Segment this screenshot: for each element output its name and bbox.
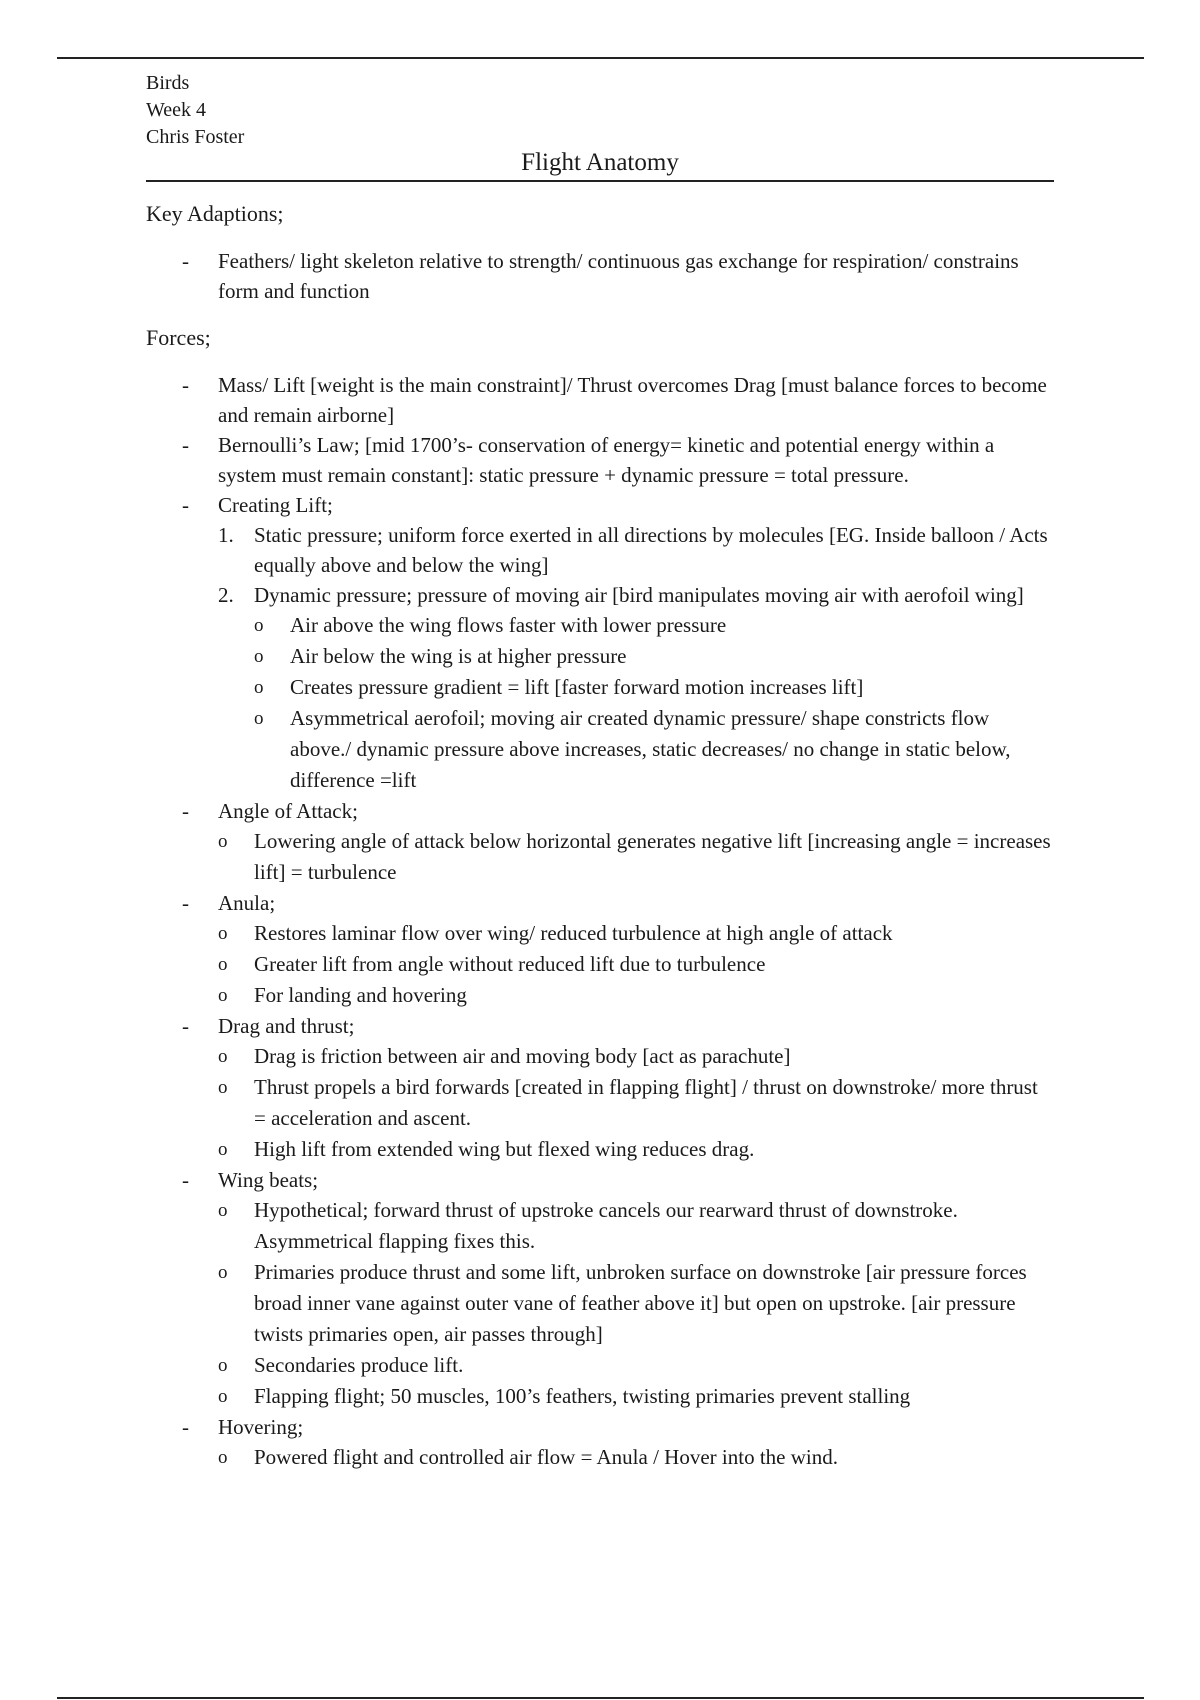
- circle-bullet: o: [218, 1386, 228, 1407]
- dash-bullet: -: [182, 1415, 189, 1439]
- sub-item: [254, 610, 1054, 641]
- item-text: Bernoulli’s Law; [mid 1700’s- conservation of energy= kinetic and potential energy within a system must remain constant]: static pressure + dynamic pressure = total pressure.: [218, 433, 995, 487]
- anula-sublist: [182, 918, 1054, 1011]
- dash-bullet: -: [182, 1014, 189, 1038]
- item-text: Mass/ Lift [weight is the main constraint]/ Thrust overcomes Drag [must balance forces to become and remain airborne]: [218, 373, 1047, 427]
- list-item: [146, 490, 1054, 520]
- item-text: Flapping flight; 50 muscles, 100’s feathers, twisting primaries prevent stalling: [254, 1384, 911, 1408]
- circle-bullet: o: [254, 615, 264, 636]
- circle-bullet: o: [218, 1355, 228, 1376]
- dash-bullet: -: [182, 799, 189, 823]
- forces-list-continued: [146, 796, 1054, 1473]
- list-item: [146, 430, 1054, 490]
- dash-bullet: -: [182, 493, 189, 517]
- sub-item: [218, 826, 1054, 888]
- bottom-rule: [57, 1697, 1144, 1699]
- sub-item: [218, 1134, 1054, 1165]
- list-item: [146, 1011, 1054, 1165]
- key-adaptions-heading: Key Adaptions;: [146, 201, 284, 226]
- circle-bullet: o: [218, 923, 228, 944]
- sub-item: [218, 1195, 1054, 1257]
- circle-bullet: o: [218, 954, 228, 975]
- sub-item: [254, 703, 1054, 796]
- dash-bullet: -: [182, 373, 189, 397]
- item-text: High lift from extended wing but flexed wing reduces drag.: [254, 1137, 755, 1161]
- item-text: Hovering;: [218, 1415, 304, 1439]
- circle-bullet: o: [254, 646, 264, 667]
- circle-bullet: o: [218, 1046, 228, 1067]
- sub-item: [218, 1381, 1054, 1412]
- dash-bullet: -: [182, 249, 189, 273]
- item-text: Dynamic pressure; pressure of moving air [bird manipulates moving air with aerofoil wing]: [254, 583, 1024, 607]
- angle-sublist: [182, 826, 1054, 888]
- item-text: Feathers/ light skeleton relative to strength/ continuous gas exchange for respiration/ constrains form and function: [218, 249, 1019, 303]
- numbered-item: [218, 580, 1054, 796]
- item-text: Creating Lift;: [218, 493, 333, 517]
- list-item: [146, 888, 1054, 1011]
- subject-line: Birds: [146, 72, 190, 94]
- circle-bullet: o: [218, 1262, 228, 1283]
- circle-bullet: o: [218, 1139, 228, 1160]
- item-text: Anula;: [218, 891, 276, 915]
- circle-bullet: o: [218, 1447, 228, 1468]
- sub-item: [218, 980, 1054, 1011]
- item-text: Angle of Attack;: [218, 799, 358, 823]
- page-title: Flight Anatomy: [146, 148, 1054, 182]
- sub-item: [218, 1442, 1054, 1473]
- circle-bullet: o: [218, 1200, 228, 1221]
- item-text: Air below the wing is at higher pressure: [290, 644, 627, 668]
- item-text: Creates pressure gradient = lift [faster forward motion increases lift]: [290, 675, 864, 699]
- item-text: Powered flight and controlled air flow = Anula / Hover into the wind.: [254, 1445, 838, 1469]
- circle-bullet: o: [218, 1077, 228, 1098]
- circle-bullet: o: [254, 708, 264, 729]
- item-text: Hypothetical; forward thrust of upstroke cancels our rearward thrust of downstroke. Asymmetrical flapping fixes this.: [254, 1198, 958, 1253]
- circle-bullet: o: [254, 677, 264, 698]
- list-item: [146, 370, 1054, 430]
- item-text: Thrust propels a bird forwards [created in flapping flight] / thrust on downstroke/ more thrust = acceleration and ascent.: [254, 1075, 1038, 1130]
- forces-heading: Forces;: [146, 325, 211, 350]
- sub-item: [218, 949, 1054, 980]
- item-text: Lowering angle of attack below horizontal generates negative lift [increasing angle = increases lift] = turbulence: [254, 829, 1051, 884]
- list-item: [146, 796, 1054, 888]
- list-item: [146, 246, 1054, 306]
- item-text: Asymmetrical aerofoil; moving air created dynamic pressure/ shape constricts flow above./ dynamic pressure above increases, static decreases/ no change in static below, difference =lift: [290, 706, 1011, 792]
- item-text: Restores laminar flow over wing/ reduced turbulence at high angle of attack: [254, 921, 893, 945]
- numbered-item: [218, 520, 1054, 580]
- number-marker: 2.: [218, 583, 234, 607]
- sub-item: [254, 672, 1054, 703]
- creating-lift-numbered-list: [218, 520, 1054, 796]
- list-item: [146, 1412, 1054, 1473]
- circle-bullet: o: [218, 831, 228, 852]
- drag-sublist: [182, 1041, 1054, 1165]
- hovering-sublist: [182, 1442, 1054, 1473]
- sub-item: [218, 918, 1054, 949]
- key-adaptions-list: [146, 246, 1054, 306]
- item-text: Secondaries produce lift.: [254, 1353, 464, 1377]
- item-text: Primaries produce thrust and some lift, unbroken surface on downstroke [air pressure forces broad inner vane against outer vane of feather above it] but open on upstroke. [air pressure twists primaries open, air passes through]: [254, 1260, 1027, 1346]
- forces-list: [146, 370, 1054, 520]
- dynamic-sublist: [254, 610, 1054, 796]
- dash-bullet: -: [182, 433, 189, 457]
- sub-item: [218, 1350, 1054, 1381]
- sub-item: [218, 1072, 1054, 1134]
- dash-bullet: -: [182, 1168, 189, 1192]
- number-marker: 1.: [218, 523, 234, 547]
- sub-item: [218, 1257, 1054, 1350]
- top-rule: [57, 57, 1144, 59]
- author-line: Chris Foster: [146, 126, 245, 148]
- item-text: Static pressure; uniform force exerted in all directions by molecules [EG. Inside balloon / Acts equally above and below the wing]: [254, 523, 1048, 577]
- week-line: Week 4: [146, 99, 207, 121]
- item-text: Drag is friction between air and moving body [act as parachute]: [254, 1044, 791, 1068]
- wing-beats-sublist: [182, 1195, 1054, 1412]
- dash-bullet: -: [182, 891, 189, 915]
- item-text: Drag and thrust;: [218, 1014, 355, 1038]
- item-text: Air above the wing flows faster with lower pressure: [290, 613, 727, 637]
- item-text: Greater lift from angle without reduced lift due to turbulence: [254, 952, 766, 976]
- list-item: [146, 1165, 1054, 1412]
- sub-item: [254, 641, 1054, 672]
- item-text: For landing and hovering: [254, 983, 467, 1007]
- item-text: Wing beats;: [218, 1168, 319, 1192]
- circle-bullet: o: [218, 985, 228, 1006]
- sub-item: [218, 1041, 1054, 1072]
- document-page: [146, 70, 1054, 1473]
